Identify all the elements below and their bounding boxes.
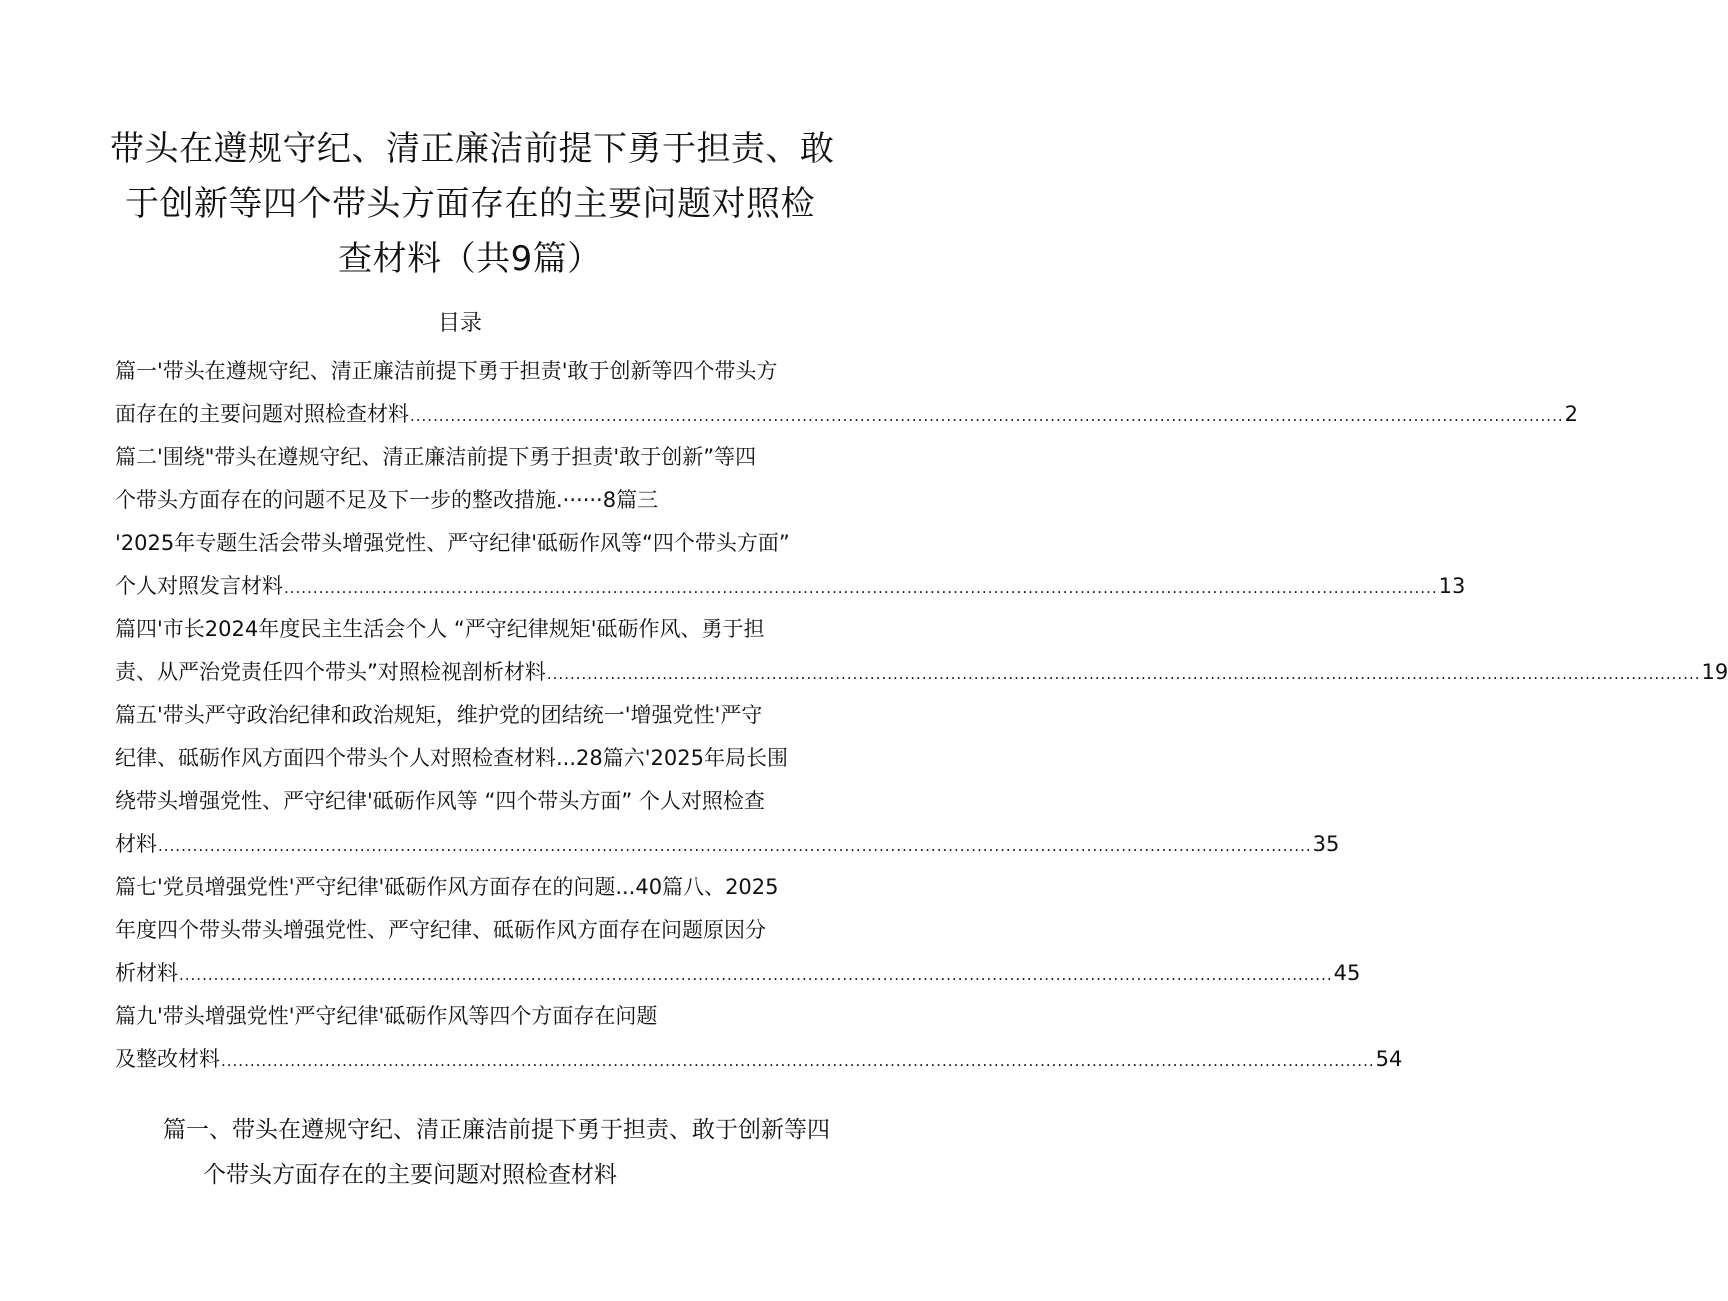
toc-line[interactable] <box>115 436 835 479</box>
section-heading-line: 篇一、带头在遵规守纪、清正廉洁前提下勇于担责、敢于创新等四 <box>163 1117 830 1143</box>
toc-line-text: '2025年专题生活会带头增强党性、严守纪律'砥砺作风等“四个带头方面” <box>115 531 790 555</box>
table-of-contents <box>115 350 1728 1081</box>
toc-leader-dots: ........................................................................................................................................................................................................ <box>158 837 1312 855</box>
toc-line[interactable] <box>115 694 835 737</box>
document-title-line: 于创新等四个带头方面存在的主要问题对照检 <box>125 184 815 224</box>
toc-line-text: 篇二'围绕"带头在遵规守纪、清正廉洁前提下勇于担责'敢于创新”等四 <box>115 445 757 469</box>
toc-line-text: 篇九'带头增强党性'严守纪律'砥砺作风等四个方面存在问题 <box>115 1004 658 1028</box>
toc-line[interactable] <box>115 1038 1403 1081</box>
toc-line-text: 析材料 <box>115 961 178 985</box>
toc-line-text: 及整改材料 <box>115 1047 220 1071</box>
toc-leader-dots: ........................................................................................................................................................................................................ <box>410 407 1564 425</box>
toc-line[interactable] <box>115 909 835 952</box>
toc-line[interactable] <box>115 823 1340 866</box>
toc-line[interactable] <box>115 866 835 909</box>
document-title <box>110 122 835 287</box>
document-title-line: 查材料（共9篇） <box>338 239 602 279</box>
toc-page-number: 35 <box>1312 832 1340 856</box>
toc-line-text: 绕带头增强党性、严守纪律'砥砺作风等 “四个带头方面” 个人对照检查 <box>115 789 765 813</box>
toc-line-text: 纪律、砥砺作风方面四个带头个人对照检查材料...28篇六'2025年局长围 <box>115 746 788 770</box>
toc-page-number: 19 <box>1701 660 1728 684</box>
toc-line[interactable] <box>115 995 835 1038</box>
toc-page-number: 2 <box>1564 402 1578 426</box>
toc-line-text: 篇一'带头在遵规守纪、清正廉洁前提下勇于担责'敢于创新等四个带头方 <box>115 359 778 383</box>
toc-heading: 目录 <box>437 311 482 336</box>
toc-line[interactable] <box>115 608 835 651</box>
toc-line-text: 篇四'市长2024年度民主生活会个人 “严守纪律规矩'砥砺作风、勇于担 <box>115 617 765 641</box>
toc-line[interactable] <box>115 952 1361 995</box>
toc-line[interactable] <box>115 350 835 393</box>
toc-page-number: 13 <box>1438 574 1466 598</box>
toc-page-number: 45 <box>1333 961 1361 985</box>
document-title-line: 带头在遵规守纪、清正廉洁前提下勇于担责、敢 <box>110 129 835 169</box>
toc-line-text: 责、从严治党责任四个带头”对照检视剖析材料 <box>115 660 546 684</box>
toc-leader-dots: ........................................................................................................................................................................................................ <box>284 579 1438 597</box>
toc-page-number: 54 <box>1375 1047 1403 1071</box>
toc-line[interactable] <box>115 479 835 522</box>
toc-line-text: 面存在的主要问题对照检查材料 <box>115 402 409 426</box>
toc-line[interactable] <box>115 651 1728 694</box>
toc-line-text: 篇七'党员增强党性'严守纪律'砥砺作风方面存在的问题...40篇八、2025 <box>115 875 779 899</box>
toc-leader-dots: ........................................................................................................................................................................................................ <box>179 966 1333 984</box>
toc-line[interactable] <box>115 780 835 823</box>
toc-line-text: 年度四个带头带头增强党性、严守纪律、砥砺作风方面存在问题原因分 <box>115 918 766 942</box>
section-heading-line: 个带头方面存在的主要问题对照检查材料 <box>203 1162 617 1188</box>
toc-line-text: 材料 <box>115 832 157 856</box>
toc-line[interactable] <box>115 522 835 565</box>
toc-line[interactable] <box>115 565 1466 608</box>
toc-line-text: 篇五'带头严守政治纪律和政治规矩，维护党的团结统一'增强党性'严守 <box>115 703 763 727</box>
toc-line-text: 个带头方面存在的问题不足及下一步的整改措施.······8篇三 <box>115 488 659 512</box>
section-heading <box>115 1108 835 1198</box>
toc-line-text: 个人对照发言材料 <box>115 574 283 598</box>
toc-line[interactable] <box>115 737 835 780</box>
toc-line[interactable] <box>115 393 1578 436</box>
toc-leader-dots: ........................................................................................................................................................................................................ <box>221 1052 1375 1070</box>
toc-leader-dots: ........................................................................................................................................................................................................ <box>546 665 1701 683</box>
